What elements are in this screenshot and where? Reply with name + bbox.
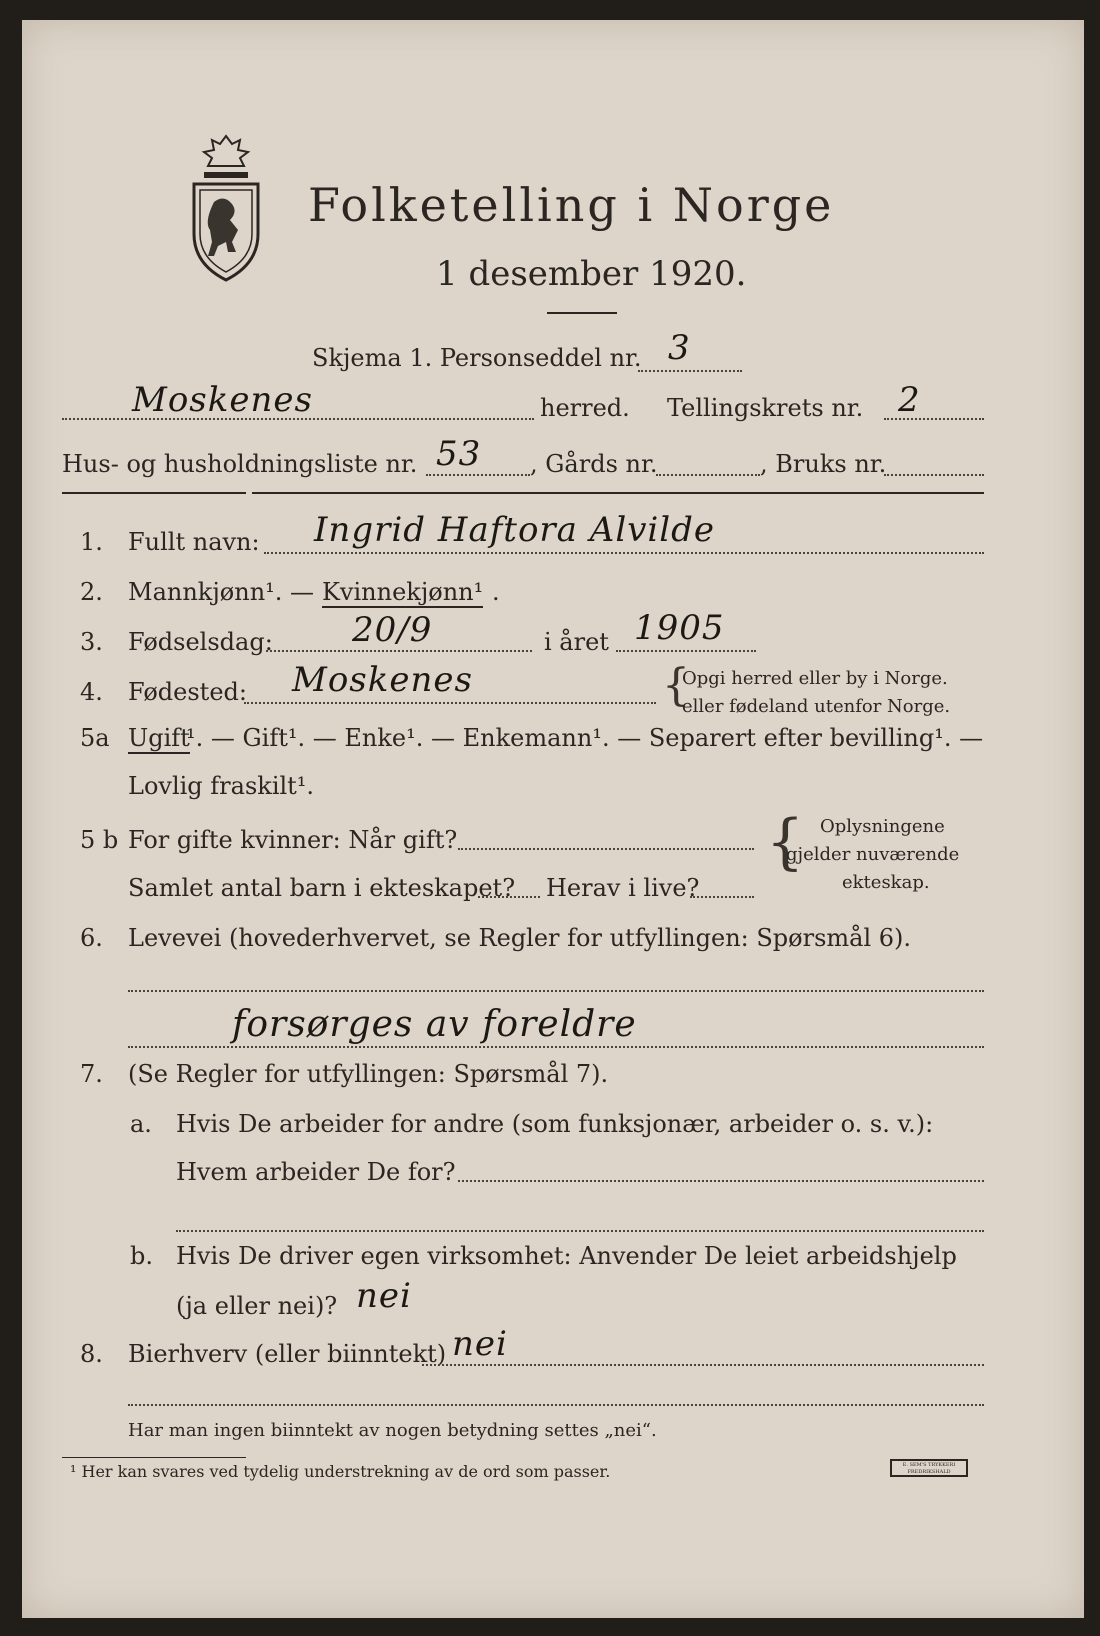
footer-note: Har man ingen biinntekt av nogen betydning settes „nei“. — [128, 1420, 657, 1441]
hus-field-line — [426, 474, 530, 476]
q7b-question: Hvis De driver egen virksomhet: Anvender De leiet arbeidshjelp — [176, 1242, 957, 1270]
q4-birthplace-value[interactable]: Moskenes — [292, 660, 473, 700]
hus-value[interactable]: 53 — [436, 434, 482, 474]
q4-note-2: eller fødeland utenfor Norge. — [682, 696, 951, 717]
header-divider-right — [252, 492, 984, 494]
q7b-value[interactable]: nei — [356, 1276, 412, 1316]
q5b-number: 5 b — [80, 826, 119, 854]
q8-label: Bierhverv (eller biinntekt) — [128, 1340, 447, 1368]
coat-of-arms-icon — [184, 132, 268, 284]
q4-label: Fødested: — [128, 678, 247, 706]
printer-stamp: E. SEM'S TRYKKERI FREDRIKSHALD — [890, 1459, 968, 1477]
footnote-divider — [62, 1457, 246, 1458]
q2-number: 2. — [80, 578, 103, 606]
q5b-label: For gifte kvinner: Når gift? — [128, 826, 458, 854]
herred-label: herred. — [540, 394, 630, 422]
skjema-value[interactable]: 3 — [668, 328, 691, 368]
q6-number: 6. — [80, 924, 103, 952]
skjema-field-line — [638, 370, 742, 372]
q7a-employer-label: Hvem arbeider De for? — [176, 1158, 456, 1186]
q1-field-line — [264, 552, 984, 554]
q5b-alive-label: Herav i live? — [546, 874, 700, 902]
q3-label: Fødselsdag: — [128, 628, 273, 656]
skjema-label: Skjema 1. Personseddel nr. — [312, 344, 642, 372]
q3-number: 3. — [80, 628, 103, 656]
q1-full-name-value[interactable]: Ingrid Haftora Alvilde — [314, 510, 716, 550]
q7a-letter: a. — [130, 1110, 152, 1138]
q7b-letter: b. — [130, 1242, 153, 1270]
q8-value[interactable]: nei — [452, 1324, 508, 1364]
q8-extra-line — [128, 1404, 984, 1406]
q5b-children-line — [478, 896, 540, 898]
q3-birthday-line — [266, 650, 532, 652]
q1-label: Fullt navn: — [128, 528, 260, 556]
bruks-field-line — [884, 474, 984, 476]
q4-field-line — [244, 702, 656, 704]
tellingskrets-label: Tellingskrets nr. — [667, 394, 864, 422]
q8-field-line — [422, 1364, 984, 1366]
hus-label: Hus- og husholdningsliste nr. — [62, 450, 418, 478]
q6-line-2 — [128, 1046, 984, 1048]
bruks-label: , Bruks nr. — [760, 450, 887, 478]
gards-label: , Gårds nr. — [530, 450, 658, 478]
q2-kvinnekjonn-underlined[interactable]: Kvinnekjønn¹ — [322, 578, 484, 606]
q7a-question: Hvis De arbeider for andre (som funksjonær, arbeider o. s. v.): — [176, 1110, 934, 1138]
q7a-extra-line — [176, 1230, 984, 1232]
q7b-ja-nei-label: (ja eller nei)? — [176, 1292, 338, 1320]
q2-mannkjonn[interactable]: Mannkjønn¹. — — [128, 578, 315, 606]
q3-year-value[interactable]: 1905 — [634, 608, 725, 648]
q5a-number: 5a — [80, 724, 110, 752]
q5b-children-label: Samlet antal barn i ekteskapet? — [128, 874, 516, 902]
q6-line-1 — [128, 990, 984, 992]
q5b-brace: { — [766, 807, 805, 877]
gards-field-line — [656, 474, 760, 476]
q3-year-line — [616, 650, 756, 652]
herred-value[interactable]: Moskenes — [132, 380, 313, 420]
footnote: ¹ Her kan svares ved tydelig understrekning av de ord som passer. — [70, 1462, 611, 1481]
form-title: Folketelling i Norge — [308, 178, 835, 232]
q5b-note-1: Oplysningene — [820, 816, 945, 837]
q6-label: Levevei (hovederhvervet, se Regler for utfyllingen: Spørsmål 6). — [128, 924, 912, 952]
tellingskrets-value[interactable]: 2 — [898, 380, 921, 420]
q4-number: 4. — [80, 678, 103, 706]
q4-note-1: Opgi herred eller by i Norge. — [682, 668, 948, 689]
q5a-ugift-underlined[interactable]: Ugift — [128, 724, 190, 752]
q5b-alive-line — [690, 896, 754, 898]
census-form-sheet — [22, 20, 1084, 1618]
q5b-note-3: ekteskap. — [842, 872, 930, 893]
q3-year-label: i året — [544, 628, 609, 656]
q5b-married-line — [458, 848, 754, 850]
header-divider-left — [62, 492, 246, 494]
q7a-employer-line — [458, 1180, 984, 1182]
q5a-lovlig-fraskilt[interactable]: Lovlig fraskilt¹. — [128, 772, 315, 800]
q7-number: 7. — [80, 1060, 103, 1088]
form-date: 1 desember 1920. — [436, 254, 747, 294]
q6-occupation-value[interactable]: forsørges av foreldre — [232, 1004, 637, 1045]
q1-number: 1. — [80, 528, 103, 556]
q8-number: 8. — [80, 1340, 103, 1368]
q5b-note-2: gjelder nuværende — [786, 844, 960, 865]
q7-label: (Se Regler for utfyllingen: Spørsmål 7). — [128, 1060, 609, 1088]
q5a-options[interactable]: ¹. — Gift¹. — Enke¹. — Enkemann¹. — Separert efter bevilling¹. — — [186, 724, 984, 752]
title-divider — [547, 312, 617, 314]
q3-birthday-value[interactable]: 20/9 — [352, 610, 433, 650]
q2-period: . — [492, 578, 500, 606]
q4-brace: { — [662, 660, 690, 711]
